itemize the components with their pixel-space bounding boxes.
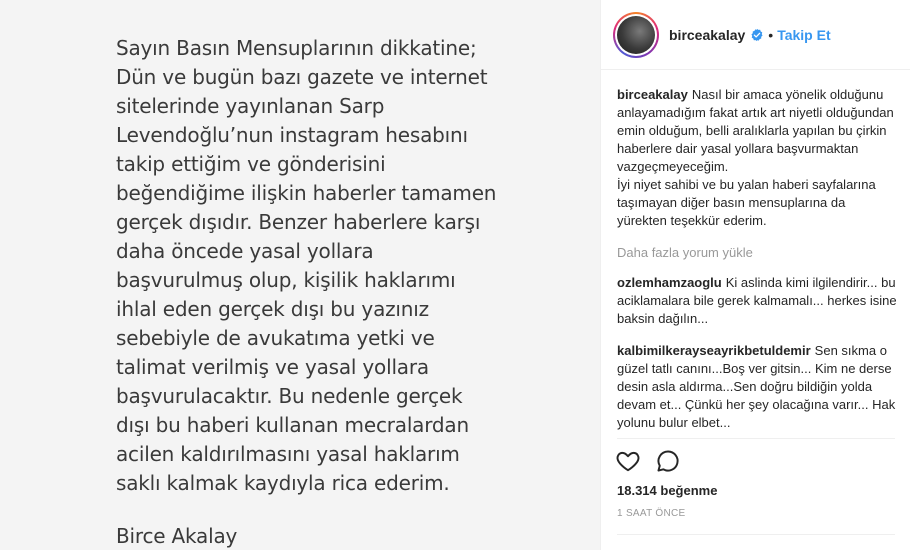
caption xyxy=(617,86,897,230)
action-bar xyxy=(615,448,681,479)
list-item xyxy=(617,274,897,328)
verified-badge-icon xyxy=(750,28,764,42)
separator-dot: • xyxy=(768,26,774,43)
comments-list xyxy=(617,86,897,446)
load-more-comments-button[interactable]: Daha fazla yorum yükle xyxy=(617,245,753,260)
post-timestamp: 1 SAAT ÖNCE xyxy=(617,508,686,519)
comment-bubble-icon[interactable] xyxy=(655,448,681,479)
divider xyxy=(617,438,895,439)
statement-signature: Birce Akalay xyxy=(116,524,238,548)
statement-text: Sayın Basın Mensuplarının dikkatine; Dün ve bugün bazı gazete ve internet sitelerinde yayınlanan Sarp Levendoğlu’nun instagram hesabını takip ettiğim ve gönderisini beğendiğime ilişkin haberler tamamen gerçek dışıdır. Benzer haberlere karşı daha öncede yasal yollara başvurulmuş olup, kişilik haklarımı ihlal eden gerçek dışı bu yazınız sebebiyle de avukatıma yetki ve talimat verilmiş ve yasal yollara başvurulacaktır. Bu nedenle gerçek dışı bu haberi kullanan mecralardan acilen kaldırılmasını yasal haklarım saklı kalmak kaydıyla rica ederim. xyxy=(116,36,497,495)
comment-username[interactable]: ozlemhamzaoglu xyxy=(617,275,722,290)
list-item xyxy=(617,342,897,432)
header-username[interactable]: birceakalay xyxy=(669,26,746,43)
comment-text: Sen sıkma o güzel tatlı canını...Boş ver gitsin... Kim ne derse desin asla aldırma...Sen doğru bildiğin yolda devam et... Çünkü her şey olacağına varır... Hak yolunu bulur elbet... xyxy=(617,343,896,430)
caption-text: Nasıl bir amaca yönelik olduğunu anlayamadığım fakat artık art niyetli olduğundan emin olduğum, belli aralıklarla yapılan bu çirkin haberlere dair yasal yollara başvurmaktan vazgeçmeyeceğim. İyi niyet sahibi ve bu yalan haberi sayfalarına taşımayan diğer basın mensuplarına da yürekten teşekkür ederim. xyxy=(617,87,894,228)
add-comment-area xyxy=(617,534,895,545)
like-count[interactable]: 18.314 beğenme xyxy=(617,483,718,498)
like-heart-icon[interactable] xyxy=(615,448,641,479)
avatar[interactable] xyxy=(617,16,655,54)
post-sidebar xyxy=(600,0,910,550)
follow-button[interactable]: Takip Et xyxy=(777,26,831,43)
comment-text: Ki aslinda kimi ilgilendirir... bu aciklamalara bile gerek kalmamalı... herkes isine baksin dağılın... xyxy=(617,275,897,326)
post-header xyxy=(601,0,910,70)
comment-username[interactable]: kalbimilkerayseayrikbetuldemir xyxy=(617,343,811,358)
story-ring[interactable] xyxy=(613,12,659,58)
caption-username[interactable]: birceakalay xyxy=(617,87,688,102)
